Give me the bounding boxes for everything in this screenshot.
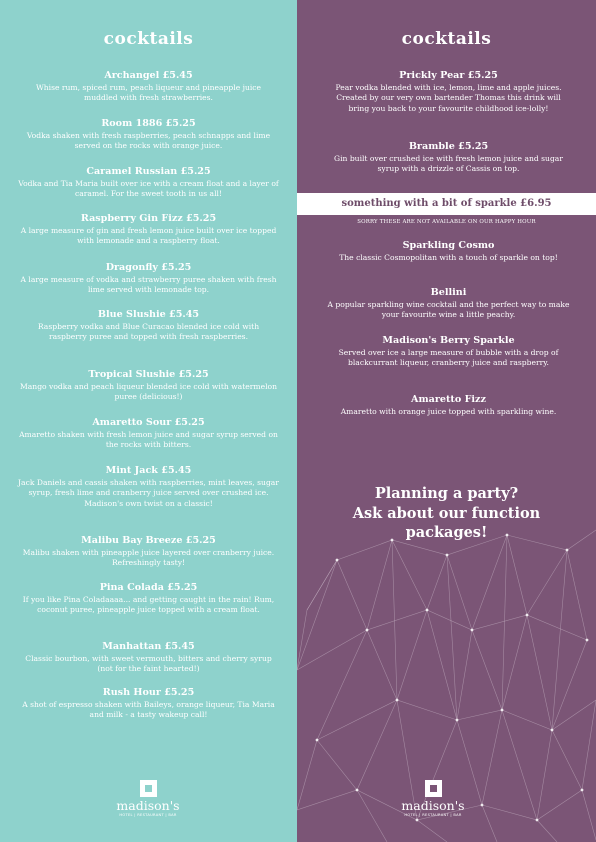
logo-tagline: HOTEL | RESTAURANT | BAR <box>404 813 462 817</box>
item-desc: Malibu shaken with pineapple juice layered over cranberry juice. Refreshingly tasty! <box>22 548 275 568</box>
menu-item-bramble <box>327 141 570 175</box>
item-name: Room 1886 £5.25 <box>101 118 196 129</box>
item-name: Rush Hour £5.25 <box>102 687 195 698</box>
item-name: Madison's Berry Sparkle <box>382 335 515 346</box>
party-line-2: Ask about our function <box>352 504 541 522</box>
item-desc: Gin built over crushed ice with fresh lemon juice and sugar syrup with a drizzle of Cassis on top. <box>334 154 563 174</box>
item-name: Raspberry Gin Fizz £5.25 <box>80 213 217 224</box>
item-desc: The classic Cosmopolitan with a touch of sparkle on top! <box>339 253 558 262</box>
item-desc: Pear vodka blended with ice, lemon, lime and apple juices. Created by our very own bartender Thomas this drink will bring you back to your favourite childhood ice-lolly! <box>335 83 562 113</box>
item-desc: If you like Pina Coladaaaa... and getting caught in the rain! Rum, coconut puree, pineapple juice topped with a cream float. <box>22 595 275 615</box>
item-desc: Amaretto shaken with fresh lemon juice and sugar syrup served on the rocks with bitters. <box>19 430 278 450</box>
menu-item-amaretto-fizz <box>327 394 570 417</box>
menu-item-manhattan <box>18 641 279 675</box>
menu-item-amaretto-sour <box>18 417 279 451</box>
right-heading: cocktails <box>401 29 492 49</box>
item-desc: A popular sparkling wine cocktail and the perfect way to make your favourite wine a little peachy. <box>327 300 570 320</box>
menu-item-sparkling-cosmo <box>327 240 570 263</box>
menu-item-berry-sparkle <box>327 335 570 369</box>
item-name: Archangel £5.45 <box>104 70 193 81</box>
sparkle-section-banner: something with a bit of sparkle £6.95 <box>297 193 596 215</box>
item-desc: Raspberry vodka and Blue Curacao blended ice cold with raspberry puree and topped with fresh raspberries. <box>37 322 260 342</box>
item-name: Malibu Bay Breeze £5.25 <box>81 535 216 546</box>
menu-item-pina-colada <box>18 582 279 616</box>
item-name: Bramble £5.25 <box>408 141 489 152</box>
left-heading: cocktails <box>103 29 194 49</box>
menu-item-malibu-bay-breeze <box>18 535 279 569</box>
item-desc: Mango vodka and peach liqueur blended ice cold with watermelon puree (delicious!) <box>20 382 277 402</box>
menu-item-bellini <box>327 287 570 321</box>
item-name: Amaretto Fizz <box>411 394 486 405</box>
logo-brand: madison's <box>116 798 180 813</box>
menu-item-caramel-russian <box>18 166 279 200</box>
item-name: Sparkling Cosmo <box>402 240 495 251</box>
item-name: Caramel Russian £5.25 <box>86 166 211 177</box>
party-line-3: packages! <box>405 524 488 541</box>
item-name: Blue Slushie £5.45 <box>97 309 200 320</box>
menu-item-archangel <box>18 70 279 104</box>
item-desc: Amaretto with orange juice topped with sparkling wine. <box>340 407 557 416</box>
menu-item-prickly-pear <box>327 70 570 114</box>
menu-item-mint-jack <box>18 465 279 509</box>
item-name: Amaretto Sour £5.25 <box>92 417 205 428</box>
menu-item-room-1886 <box>18 118 279 152</box>
menu-item-raspberry-gin-fizz <box>18 213 279 247</box>
item-desc: A large measure of gin and fresh lemon juice built over ice topped with lemonade and a raspberry float. <box>20 226 277 246</box>
menu-item-blue-slushie <box>18 309 279 343</box>
item-desc: Served over ice a large measure of bubble with a drop of blackcurrant liqueur, cranberry juice and raspberry. <box>338 348 559 368</box>
item-desc: Vodka and Tia Maria built over ice with a cream float and a layer of caramel. For the sweet tooth in us all! <box>18 179 279 199</box>
logo-brand: madison's <box>401 798 465 813</box>
item-name: Tropical Slushie £5.25 <box>88 369 209 380</box>
menu-item-tropical-slushie <box>18 369 279 403</box>
logo-mark-icon <box>140 780 157 797</box>
item-desc: A shot of espresso shaken with Baileys, orange liqueur, Tia Maria and milk - a tasty wakeup call! <box>22 700 275 720</box>
logo-tagline: HOTEL | RESTAURANT | BAR <box>119 813 177 817</box>
left-menu-column <box>0 0 297 842</box>
item-desc: A large measure of vodka and strawberry puree shaken with fresh lime served with lemonade top. <box>20 275 277 295</box>
item-name: Prickly Pear £5.25 <box>399 70 498 81</box>
logo-mark-icon <box>425 780 442 797</box>
happy-hour-note: SORRY THESE ARE NOT AVAILABLE ON OUR HAPPY HOUR <box>357 219 536 225</box>
madisons-logo-left <box>98 780 198 818</box>
item-desc: Classic bourbon, with sweet vermouth, bitters and cherry syrup (not for the faint hearted!) <box>25 654 272 674</box>
item-name: Bellini <box>430 287 467 298</box>
item-name: Mint Jack £5.45 <box>105 465 192 476</box>
item-desc: Jack Daniels and cassis shaken with raspberries, mint leaves, sugar syrup, fresh lime and cranberry juice served over crushed ice. Madison's own twist on a classic! <box>18 478 279 508</box>
item-desc: Vodka shaken with fresh raspberries, peach schnapps and lime served on the rocks with orange juice. <box>26 131 271 151</box>
menu-item-dragonfly <box>18 262 279 296</box>
item-name: Manhattan £5.45 <box>102 641 195 652</box>
item-name: Dragonfly £5.25 <box>105 262 192 273</box>
madisons-logo-right <box>383 780 483 818</box>
item-desc: Whise rum, spiced rum, peach liqueur and pineapple juice muddled with fresh strawberries. <box>35 83 262 103</box>
item-name: Pina Colada £5.25 <box>99 582 198 593</box>
party-line-1: Planning a party? <box>374 485 519 502</box>
menu-item-rush-hour <box>18 687 279 721</box>
